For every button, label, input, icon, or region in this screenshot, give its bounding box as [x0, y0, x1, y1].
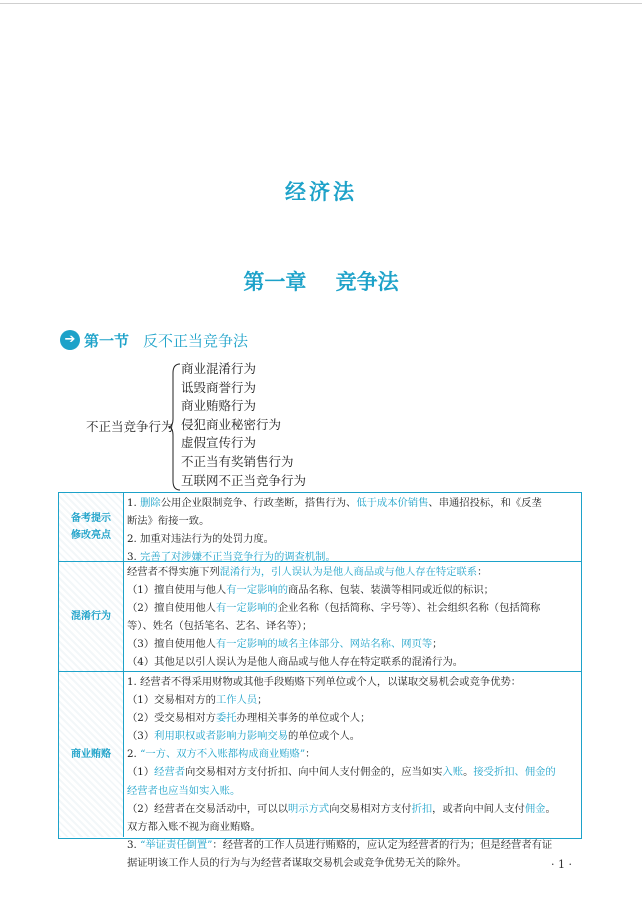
- row-content: [127, 673, 577, 872]
- text-segment: （2）擅自使用他人: [127, 602, 216, 615]
- content-line: [127, 617, 577, 635]
- text-segment: （2）经营者在交易活动中，可以以: [127, 802, 289, 815]
- text-segment: 双方都入账不视为商业贿赂。: [127, 820, 261, 833]
- table-row: [59, 493, 581, 564]
- tree-item: 商业混淆行为: [181, 361, 257, 376]
- arrow-right-circle-icon: ➔: [60, 330, 80, 350]
- text-segment: （2）受交易相对方: [127, 712, 216, 725]
- text-segment: 。: [545, 802, 556, 815]
- text-segment: （3）: [127, 730, 155, 743]
- tree-list: [181, 360, 306, 490]
- left-brace-icon: [168, 363, 182, 491]
- highlighted-text: 经营者也应当如实入账。: [127, 784, 241, 797]
- text-segment: （1）交易相对方的: [127, 694, 216, 707]
- content-line: [127, 782, 577, 800]
- highlighted-text: “举证责任倒置”: [140, 838, 213, 851]
- content-line: [127, 854, 577, 872]
- highlighted-text: 有一定影响的: [215, 602, 278, 615]
- text-segment: 3.: [127, 551, 141, 564]
- text-segment: 1. 经营者不得采用财物或其他手段贿赂下列单位或个人，以谋取交易机会或竞争优势：: [127, 676, 522, 688]
- highlighted-text: 工作人员: [215, 694, 258, 707]
- text-segment: 3.: [127, 838, 141, 851]
- text-segment: 向交易相对方支付折扣、向中间人支付佣金的，应当如实: [185, 766, 443, 779]
- highlighted-text: 折扣: [411, 802, 433, 815]
- content-line: [127, 745, 577, 763]
- section-number: 第一节: [84, 331, 130, 350]
- text-segment: ：: [477, 566, 488, 578]
- content-line: [127, 818, 577, 836]
- text-segment: 、串通招投标，和《反垄: [428, 497, 542, 509]
- book-title: 经济法: [285, 180, 357, 204]
- text-segment: 经营者不得实施下列: [127, 566, 220, 578]
- content-line: [127, 635, 577, 653]
- highlighted-text: 删除: [140, 497, 161, 509]
- text-segment: （1）擅自使用与他人: [127, 584, 227, 597]
- summary-table: [58, 492, 582, 869]
- text-segment: ，或者向中间人支付: [432, 802, 525, 815]
- content-line: [127, 673, 577, 691]
- section-title: 反不正当竞争法: [143, 331, 249, 350]
- highlighted-text: “一方、双方不入账都构成商业贿赂”: [140, 748, 306, 761]
- text-segment: 等）、姓名（包括笔名、艺名、译名等）；: [127, 620, 313, 633]
- content-line: [127, 530, 577, 548]
- section-heading: [60, 329, 248, 351]
- row-label-line: 备考提示: [71, 513, 111, 524]
- row-label: [59, 493, 124, 561]
- text-segment: ；: [257, 694, 268, 707]
- highlighted-text: 有一定影响的域名主体部分、网站名称、网页等: [215, 638, 433, 651]
- text-segment: 2.: [127, 748, 141, 761]
- content-line: [127, 836, 577, 854]
- text-segment: 2. 加重对违法行为的处罚力度。: [127, 533, 274, 546]
- content-line: [127, 494, 577, 512]
- text-segment: 断法》衔接一致。: [127, 515, 210, 528]
- highlighted-text: 利用职权或者影响力影响交易: [154, 730, 289, 743]
- chapter-title: 第一章 竞争法: [243, 270, 399, 294]
- content-line: [127, 581, 577, 599]
- page-number: · 1 ·: [551, 858, 572, 871]
- text-segment: 向交易相对方支付: [329, 802, 412, 815]
- table-row: [59, 561, 581, 671]
- text-segment: 企业名称（包括简称、字号等）、社会组织名称（包括简称: [277, 602, 541, 615]
- row-label-line: 混淆行为: [71, 611, 111, 622]
- tree-item: 侵犯商业秘密行为: [181, 416, 282, 432]
- top-rule: [0, 3, 642, 4]
- highlighted-text: 委托: [215, 712, 237, 725]
- tree-root-label: 不正当竞争行为: [86, 419, 174, 434]
- content-line: [127, 727, 577, 745]
- highlighted-text: 明示方式: [288, 802, 330, 815]
- text-segment: ：经营者的工作人员进行贿赂的，应认定为经营者的行为；但是经营者有证: [212, 838, 553, 851]
- text-segment: 1.: [127, 497, 141, 509]
- content-line: [127, 563, 577, 581]
- text-segment: 商品名称、包装、装潢等相同或近似的标识；: [288, 584, 494, 597]
- text-segment: ：: [305, 748, 316, 761]
- row-content: [127, 494, 577, 566]
- row-label: [59, 672, 124, 837]
- tree-item: 商业贿赂行为: [181, 398, 257, 414]
- row-label-line: 商业贿赂: [71, 749, 111, 760]
- text-segment: 办理相关事务的单位或个人；: [236, 712, 371, 725]
- content-line: [127, 599, 577, 617]
- content-line: [127, 763, 577, 781]
- row-label: [59, 562, 124, 671]
- tree-item: 互联网不正当竞争行为: [181, 472, 307, 488]
- content-line: [127, 512, 577, 530]
- highlighted-text: 低于成本价销售: [356, 497, 429, 509]
- text-segment: 。: [463, 766, 474, 779]
- row-label-line: 修改亮点: [71, 530, 111, 541]
- highlighted-text: 有一定影响的: [226, 584, 289, 597]
- tree-item: 不正当有奖销售行为: [181, 453, 294, 469]
- content-line: [127, 653, 577, 671]
- text-segment: （3）擅自使用他人: [127, 638, 216, 651]
- text-segment: （1）: [127, 766, 155, 779]
- text-segment: 的单位或个人。: [288, 730, 361, 743]
- highlighted-text: 混淆行为，引人误认为是他人商品或与他人存在特定联系: [219, 566, 478, 578]
- text-segment: （4）其他足以引人误认为是他人商品或与他人存在特定联系的混淆行为。: [127, 656, 464, 669]
- content-line: [127, 800, 577, 818]
- text-segment: 据证明该工作人员的行为与为经营者谋取交易机会或竞争优势无关的除外。: [127, 856, 467, 869]
- row-content: [127, 563, 577, 672]
- content-line: [127, 691, 577, 709]
- content-line: [127, 709, 577, 727]
- highlighted-text: 接受折扣、佣金的: [473, 766, 556, 779]
- highlighted-text: 完善了对涉嫌不正当竞争行为的调查机制。: [140, 551, 336, 564]
- text-segment: ；: [432, 638, 443, 651]
- highlighted-text: 佣金: [524, 802, 546, 815]
- text-segment: 公用企业限制竞争、行政垄断，搭售行为、: [160, 497, 357, 509]
- highlighted-text: 经营者: [154, 766, 186, 779]
- tree-item: 虚假宣传行为: [181, 435, 257, 451]
- table-row: [59, 671, 581, 869]
- tree-item: 诋毁商誉行为: [181, 379, 257, 395]
- highlighted-text: 入账: [442, 766, 464, 779]
